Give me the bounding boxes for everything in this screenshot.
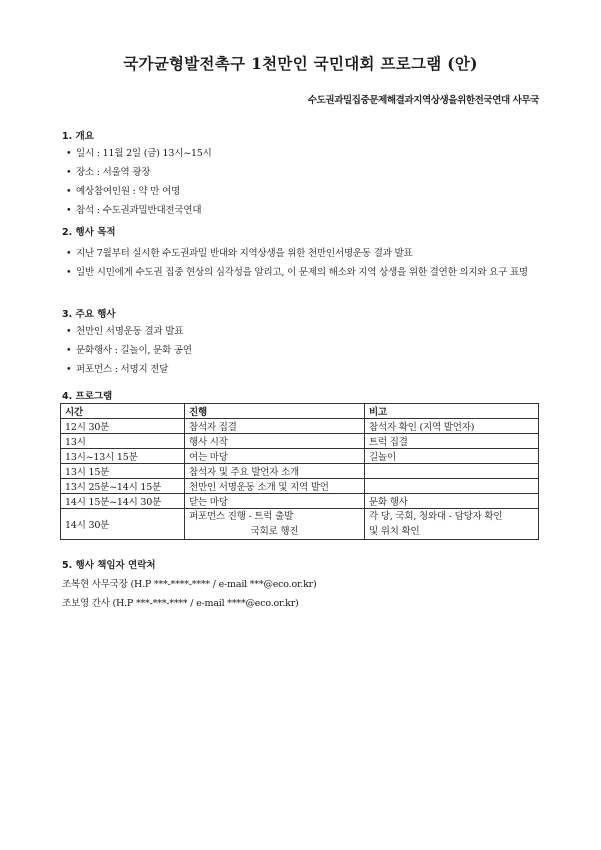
contact-list (62, 577, 317, 611)
table-row (61, 479, 539, 494)
bullet-list (62, 244, 546, 282)
bullet-list (62, 326, 192, 376)
list-item: • 지난 7월부터 실시한 수도권과밀 반대와 지역상생을 위한 천만인서명운동 결과 발표 (62, 244, 546, 263)
cell-time: 13시 (61, 434, 185, 449)
table-row (61, 464, 539, 479)
bullet-list (62, 148, 212, 217)
list-item: • 일시 : 11월 2일 (금) 13시~15시 (62, 148, 212, 160)
cell-progress: 닫는 마당 (185, 494, 365, 509)
cell-note-line: 각 당, 국회, 청와대 - 담당자 확인 (369, 511, 503, 522)
section-heading: 4. 프로그램 (62, 391, 113, 402)
cell-note (365, 509, 539, 540)
section-heading: 3. 주요 행사 (62, 309, 116, 320)
table-header-row (61, 404, 539, 419)
cell-time: 13시 25분~14시 15분 (61, 479, 185, 494)
cell-progress (185, 509, 365, 540)
cell-time: 14시 15분~14시 30분 (61, 494, 185, 509)
page-title: 국가균형발전촉구 1천만인 국민대회 프로그램 (안) (123, 54, 478, 73)
cell-note: 문화 행사 (365, 494, 539, 509)
cell-note: 트럭 집결 (365, 434, 539, 449)
contact-line: 조보영 간사 (H.P ***-***-**** / e-mail ****@eco.or.kr) (62, 598, 299, 609)
table-row (61, 434, 539, 449)
list-item: • 장소 : 서울역 광장 (62, 167, 212, 179)
list-item: • 참석 : 수도권과밀반대전국연대 (62, 205, 212, 217)
table-row (61, 449, 539, 464)
cell-time: 13시 15분 (61, 464, 185, 479)
section-heading: 1. 개요 (62, 131, 94, 142)
column-header-note: 비고 (365, 404, 539, 419)
cell-time: 13시~13시 15분 (61, 449, 185, 464)
list-item: • 일반 시민에게 수도권 집중 현상의 심각성을 알리고, 이 문제의 해소와 지역 상생을 위한 결연한 의지와 요구 표명 (62, 263, 546, 282)
list-item: • 문화행사 : 길놀이, 문화 공연 (62, 345, 192, 357)
list-item: • 퍼포먼스 : 서명지 전달 (62, 364, 192, 376)
cell-note (365, 464, 539, 479)
section-contacts (62, 557, 317, 615)
cell-progress: 여는 마당 (185, 449, 365, 464)
table-row (61, 509, 539, 540)
cell-note (365, 479, 539, 494)
cell-progress: 참석자 집결 (185, 419, 365, 434)
table-row (61, 494, 539, 509)
column-header-time: 시간 (61, 404, 185, 419)
table-row (61, 419, 539, 434)
cell-note: 길놀이 (365, 449, 539, 464)
cell-progress: 참석자 및 주요 발언자 소개 (185, 464, 365, 479)
cell-note-line: 및 위치 확인 (369, 526, 420, 537)
list-item: • 천만인 서명운동 결과 발표 (62, 326, 192, 338)
cell-time: 12시 30분 (61, 419, 185, 434)
cell-progress-line: 퍼포먼스 진행 - 트럭 출발 (189, 511, 294, 522)
program-table (60, 403, 539, 540)
section-program (62, 388, 112, 402)
section-main-events (62, 306, 192, 383)
organizer-name: 수도권과밀집중문제해결과지역상생을위한전국연대 사무국 (307, 95, 539, 106)
cell-progress: 천만인 서명운동 소개 및 지역 발언 (185, 479, 365, 494)
column-header-progress: 진행 (185, 404, 365, 419)
section-purpose (62, 224, 546, 282)
cell-time: 14시 30분 (61, 509, 185, 540)
section-heading: 2. 행사 목적 (62, 227, 116, 238)
cell-progress: 행사 시작 (185, 434, 365, 449)
list-item: • 예상참여인원 : 약 만 여명 (62, 186, 212, 198)
section-overview (62, 128, 212, 224)
section-heading: 5. 행사 책임자 연락처 (62, 560, 156, 571)
contact-line: 조복현 사무국장 (H.P ***-****-**** / e-mail ***@eco.or.kr) (62, 579, 317, 590)
cell-note: 참석자 확인 (지역 발언자) (365, 419, 539, 434)
cell-progress-line: 국회로 행진 (250, 526, 299, 537)
